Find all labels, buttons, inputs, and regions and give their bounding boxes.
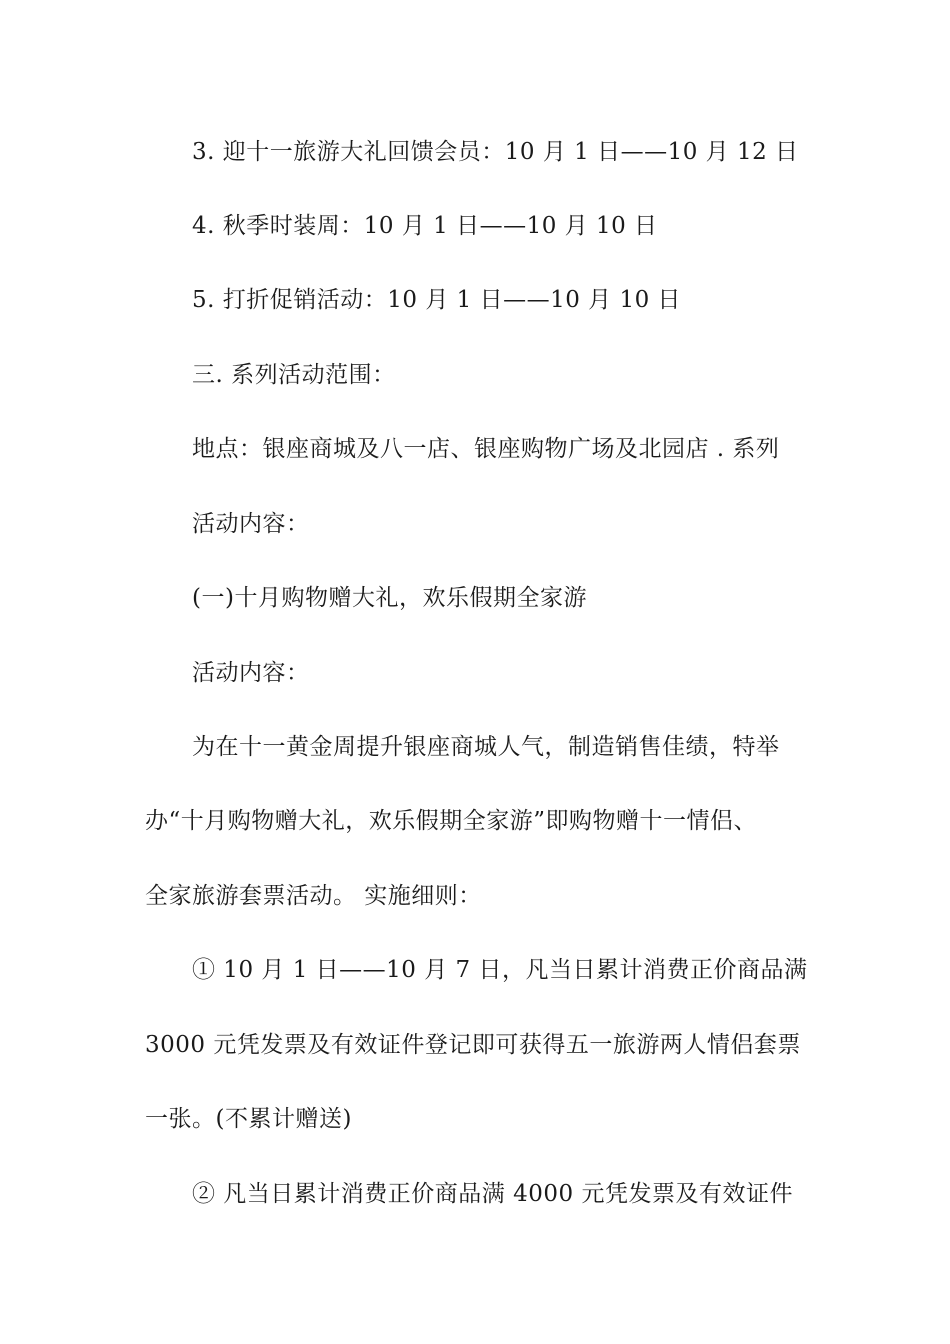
- rule-1-line-2: 3000 元凭发票及有效证件登记即可获得五一旅游两人情侣套票: [145, 1032, 801, 1058]
- rule-2-line-1: ② 凡当日累计消费正价商品满 4000 元凭发票及有效证件: [192, 1181, 793, 1207]
- section-heading-scope: 三. 系列活动范围：: [192, 362, 396, 388]
- rule-1-line-1: ① 10 月 1 日——10 月 7 日，凡当日累计消费正价商品满: [192, 957, 808, 983]
- list-item-5: 5. 打折促销活动：10 月 1 日——10 月 10 日: [192, 287, 682, 313]
- paragraph-location: 地点：银座商城及八一店、银座购物广场及北园店 . 系列: [192, 436, 780, 462]
- rule-1-line-3: 一张。(不累计赠送): [145, 1106, 352, 1132]
- paragraph-intro-line-3: 全家旅游套票活动。 实施细则：: [145, 883, 482, 909]
- subsection-heading-1: (一)十月购物赠大礼，欢乐假期全家游: [192, 585, 587, 611]
- paragraph-intro-line-1: 为在十一黄金周提升银座商城人气，制造销售佳绩，特举: [192, 734, 780, 760]
- list-item-4: 4. 秋季时装周：10 月 1 日——10 月 10 日: [192, 213, 658, 239]
- section-heading-content: 活动内容：: [192, 511, 310, 537]
- list-item-3: 3. 迎十一旅游大礼回馈会员：10 月 1 日——10 月 12 日: [192, 139, 799, 165]
- label-activity-content: 活动内容：: [192, 660, 310, 686]
- paragraph-intro-line-2: 办“十月购物赠大礼，欢乐假期全家游”即购物赠十一情侣、: [145, 808, 758, 834]
